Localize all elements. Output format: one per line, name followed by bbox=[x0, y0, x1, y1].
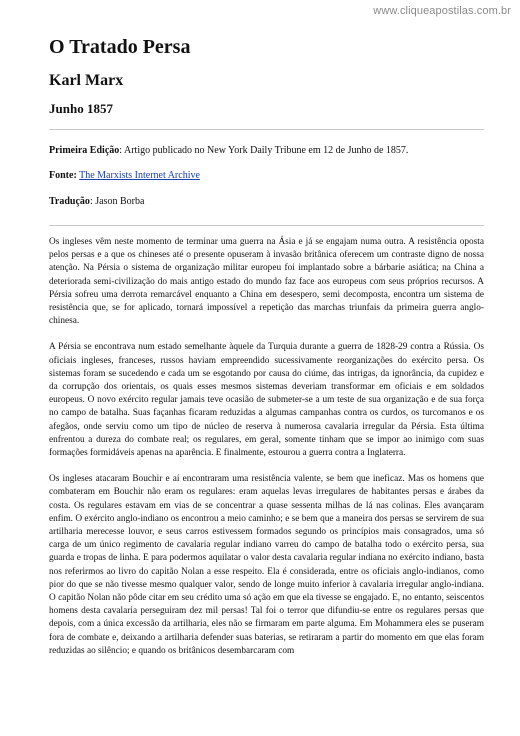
author-heading: Karl Marx bbox=[49, 72, 124, 89]
divider-bottom bbox=[49, 225, 484, 226]
watermark: www.cliqueapostilas.com.br bbox=[373, 5, 511, 17]
translation-text: : Jason Borba bbox=[89, 196, 145, 207]
source-label: Fonte: bbox=[49, 170, 77, 181]
article-body bbox=[49, 236, 484, 671]
paragraph-1: Os ingleses vêm neste momento de terminar uma guerra na Ásia e já se engajam numa outra. A resistência oposta pelos persas e a que os chineses até o presente opuseram à invasão britânica oferecem um contraste digno de nossa atenção. Na Pérsia o sistema de organização militar europeu foi implantado sobre a bárbarie asiática; na China a deteriorada semi-civilização do mais antigo estado do mundo faz face aos europeus com seus próprios recursos. A Pérsia sofreu uma derrota remarcável enquanto a China em desespero, semi decomposta, encontra um sistema de resistência que, se for aplicado, tornará impossível a repetição das marchas triunfais da primeira guerra anglo-chinesa. bbox=[49, 237, 484, 327]
paragraph-2: A Pérsia se encontrava num estado semelhante àquele da Turquia durante a guerra de 1828-29 contra a Rússia. Os oficiais ingleses, franceses, russos haviam empreendido sucessivamente reorganizações do exército persa. Os sistemas foram se sucedendo e cada um se esgotando por causa do ciúme, das intrigas, da ignorância, da cupidez e da corrupção dos orientais, os quais esses mesmos sistemas deveriam transformar em oficiais e em soldados europeus. O novo exército regular jamais teve ocasião de submeter-se a um teste de sua organização e de sua força no campo de batalha. Suas façanhas ficaram reduzidas a algumas campanhas contra os curdos, os turcomanos e os afegãos, onde serviu como um tipo de núcleo de reserva à numerosa cavalaria irregular da Pérsia. Esta última enfrentou a dureza do combate real; os regulares, em geral, somente tinham que se impor ao inimigo com suas formações formidáveis apenas na aparência. E finalmente, estourou a guerra contra a Inglaterra. bbox=[49, 342, 484, 459]
date-heading: Junho 1857 bbox=[49, 101, 113, 116]
first-edition-text: : Artigo publicado no New York Daily Tribune em 12 de Junho de 1857. bbox=[119, 145, 409, 156]
first-edition-label: Primeira Edição bbox=[49, 145, 120, 156]
first-edition-line bbox=[49, 145, 408, 156]
translation-label: Tradução bbox=[49, 196, 90, 207]
page-title: O Tratado Persa bbox=[49, 36, 191, 58]
translation-line bbox=[49, 196, 144, 207]
source-link[interactable]: The Marxists Internet Archive bbox=[79, 170, 200, 181]
divider-top bbox=[49, 129, 484, 130]
paragraph-3: Os ingleses atacaram Bouchir e aí encontraram uma resistência valente, se bem que ineficaz. Mas os homens que combateram em Bouchir não eram os regulares: eram aquelas levas irregulares de habitantes persas e árabes da costa. Os regulares estavam em vias de se concentrar a quase sessenta milhas de lá nas colinas. Eles avançaram enfim. O exército anglo-indiano os encontrou a meio caminho; e se bem que a maneira dos persas se servirem de sua artilharia merecesse louvor, e seus carros estivessem formados segundo os princípios mais consagrados, uma só carga de um único regimento de cavalaria regular indiano varreu do campo de batalha todo o exército persa, sua guarda e tropas de linha. E para podermos aquilatar o valor desta cavalaria regular indiana no exército indiano, basta nos referirmos ao livro do capitão Nolan a esse respeito. Ela é considerada, entre os oficiais anglo-indianos, como pior do que se não tivesse mesmo qualquer valor, sendo de longe muito inferior à cavalaria irregular anglo-indiana. O capitão Nolan não pôde citar em seu crédito uma só ação em que ela tivesse se engajado. E, no entanto, seiscentos homens desta cavalaria perseguiram dez mil persas! Tal foi o terror que difundiu-se entre os regulares persas que depois, com a única excessão da artilharia, eles não se firmaram em parte alguma. Em Mohammera eles se puseram fora de combate e, deixando a artilharia defender suas baterias, se retiraram a partir do momento em que elas foram reduzidas ao silêncio; e quando os britânicos desembarcaram com bbox=[49, 474, 484, 656]
source-line bbox=[49, 170, 200, 181]
